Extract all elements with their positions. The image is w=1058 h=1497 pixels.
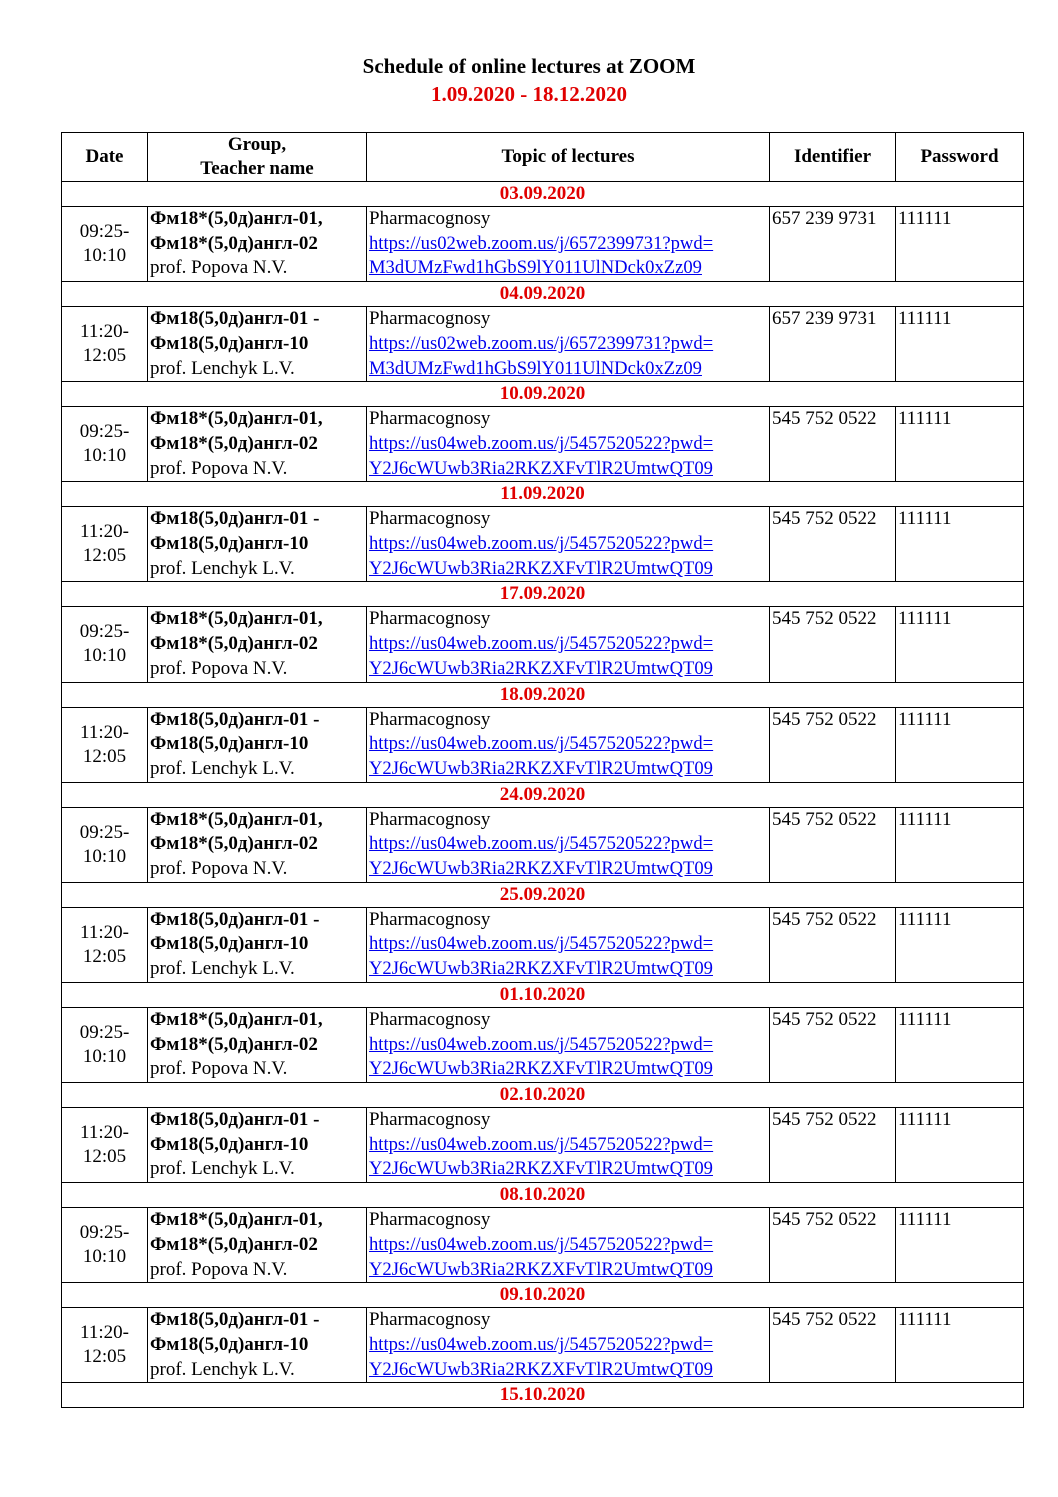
time-start: 09:25- — [79, 1222, 130, 1244]
group-cell — [148, 1308, 367, 1383]
date-row — [62, 682, 1024, 707]
date-heading: 17.09.2020 — [62, 582, 1024, 607]
time-end: 10:10 — [82, 245, 127, 267]
subject-name: Pharmacognosy — [369, 808, 491, 830]
meeting-identifier: 657 239 9731 — [770, 207, 896, 282]
subject-name: Pharmacognosy — [369, 1108, 491, 1130]
meeting-password: 111111 — [896, 1208, 1024, 1283]
table-body — [62, 182, 1024, 1408]
group-cell — [148, 1107, 367, 1182]
time-start: 09:25- — [79, 621, 130, 643]
date-row — [62, 1283, 1024, 1308]
time-start: 09:25- — [79, 421, 130, 443]
lecture-time — [62, 307, 148, 382]
table-row — [62, 307, 1024, 382]
group-line-2: Фм18(5,0д)англ-10 — [150, 1333, 309, 1355]
teacher-name: prof. Popova N.V. — [150, 1058, 288, 1080]
header-password: Password — [896, 133, 1024, 182]
table-row — [62, 607, 1024, 682]
time-end: 10:10 — [82, 1045, 127, 1067]
time-end: 10:10 — [82, 445, 127, 467]
teacher-name: prof. Lenchyk L.V. — [150, 357, 295, 379]
group-line-2: Фм18*(5,0д)англ-02 — [150, 232, 318, 254]
teacher-name: prof. Popova N.V. — [150, 657, 288, 679]
time-start: 11:20- — [80, 1322, 129, 1344]
zoom-link-part1[interactable]: https://us04web.zoom.us/j/5457520522?pwd= — [369, 933, 714, 955]
time-start: 09:25- — [79, 821, 130, 843]
group-cell — [148, 607, 367, 682]
time-end: 12:05 — [82, 345, 127, 367]
lecture-time — [62, 1308, 148, 1383]
table-row — [62, 207, 1024, 282]
teacher-name: prof. Popova N.V. — [150, 858, 288, 880]
topic-cell — [367, 307, 770, 382]
table-row — [62, 1208, 1024, 1283]
date-row — [62, 1383, 1024, 1408]
date-row — [62, 182, 1024, 207]
meeting-password: 111111 — [896, 407, 1024, 482]
subject-name: Pharmacognosy — [369, 708, 491, 730]
document-period: 1.09.2020 - 18.12.2020 — [431, 82, 627, 106]
lecture-time — [62, 507, 148, 582]
table-header-row — [62, 133, 1024, 182]
topic-cell — [367, 707, 770, 782]
meeting-identifier: 545 752 0522 — [770, 1208, 896, 1283]
header-date: Date — [62, 133, 148, 182]
lecture-time — [62, 907, 148, 982]
group-cell — [148, 1007, 367, 1082]
group-line-1: Фм18*(5,0д)англ-01, — [150, 408, 323, 430]
time-start: 11:20- — [80, 921, 129, 943]
group-line-2: Фм18(5,0д)англ-10 — [150, 533, 309, 555]
subject-name: Pharmacognosy — [369, 208, 491, 229]
time-start: 09:25- — [79, 221, 130, 243]
subject-name: Pharmacognosy — [369, 1209, 491, 1231]
date-row — [62, 382, 1024, 407]
group-line-1: Фм18(5,0д)англ-01 - — [150, 708, 320, 730]
zoom-link-part1[interactable]: https://us04web.zoom.us/j/5457520522?pwd= — [369, 1133, 714, 1155]
lecture-time — [62, 407, 148, 482]
date-heading: 01.10.2020 — [62, 982, 1024, 1007]
group-line-2: Фм18*(5,0д)англ-02 — [150, 432, 318, 454]
date-heading: 11.09.2020 — [62, 482, 1024, 507]
zoom-link-part2[interactable]: Y2J6cWUwb3Ria2RKZXFvTlR2UmtwQT09 — [369, 1358, 713, 1380]
meeting-password: 111111 — [896, 1007, 1024, 1082]
topic-cell — [367, 1107, 770, 1182]
header-identifier: Identifier — [770, 133, 896, 182]
date-heading: 02.10.2020 — [62, 1082, 1024, 1107]
lecture-time — [62, 207, 148, 282]
zoom-link-part2[interactable]: Y2J6cWUwb3Ria2RKZXFvTlR2UmtwQT09 — [369, 958, 713, 980]
topic-cell — [367, 607, 770, 682]
group-line-1: Фм18(5,0д)англ-01 - — [150, 308, 320, 330]
table-row — [62, 907, 1024, 982]
time-start: 11:20- — [80, 1122, 129, 1144]
date-row — [62, 982, 1024, 1007]
group-line-1: Фм18(5,0д)англ-01 - — [150, 908, 320, 930]
date-heading: 18.09.2020 — [62, 682, 1024, 707]
group-cell — [148, 507, 367, 582]
topic-cell — [367, 1007, 770, 1082]
group-cell — [148, 807, 367, 882]
date-row — [62, 482, 1024, 507]
meeting-identifier: 545 752 0522 — [770, 607, 896, 682]
subject-name: Pharmacognosy — [369, 908, 491, 930]
zoom-link-part1[interactable]: https://us02web.zoom.us/j/6572399731?pwd= — [369, 232, 714, 254]
subject-name: Pharmacognosy — [369, 1008, 491, 1030]
time-end: 10:10 — [82, 845, 127, 867]
zoom-link-part2[interactable]: M3dUMzFwd1hGbS9lY011UlNDck0xZz09 — [369, 257, 702, 279]
zoom-link-part1[interactable]: https://us02web.zoom.us/j/6572399731?pwd= — [369, 332, 714, 354]
meeting-password: 111111 — [896, 307, 1024, 382]
teacher-name: prof. Popova N.V. — [150, 457, 288, 479]
date-heading: 10.09.2020 — [62, 382, 1024, 407]
zoom-link-part1[interactable]: https://us04web.zoom.us/j/5457520522?pwd= — [369, 432, 714, 454]
group-line-2: Фм18*(5,0д)англ-02 — [150, 833, 318, 855]
meeting-identifier: 545 752 0522 — [770, 707, 896, 782]
meeting-identifier: 545 752 0522 — [770, 1308, 896, 1383]
zoom-link-part1[interactable]: https://us04web.zoom.us/j/5457520522?pwd= — [369, 1333, 714, 1355]
group-cell — [148, 207, 367, 282]
teacher-name: prof. Lenchyk L.V. — [150, 1358, 295, 1380]
meeting-password: 111111 — [896, 907, 1024, 982]
meeting-identifier: 545 752 0522 — [770, 407, 896, 482]
meeting-password: 111111 — [896, 1107, 1024, 1182]
group-line-2: Фм18(5,0д)англ-10 — [150, 332, 309, 354]
date-row — [62, 1082, 1024, 1107]
time-end: 10:10 — [82, 1246, 127, 1268]
lecture-time — [62, 707, 148, 782]
time-start: 11:20- — [80, 521, 129, 543]
teacher-name: prof. Lenchyk L.V. — [150, 958, 295, 980]
topic-cell — [367, 507, 770, 582]
meeting-password: 111111 — [896, 707, 1024, 782]
table-row — [62, 1007, 1024, 1082]
subject-name: Pharmacognosy — [369, 508, 491, 530]
date-heading: 03.09.2020 — [62, 182, 1024, 207]
meeting-identifier: 545 752 0522 — [770, 1107, 896, 1182]
time-start: 11:20- — [80, 321, 129, 343]
zoom-link-part1[interactable]: https://us04web.zoom.us/j/5457520522?pwd= — [369, 1233, 714, 1255]
subject-name: Pharmacognosy — [369, 608, 491, 630]
table-row — [62, 1107, 1024, 1182]
zoom-link-part2[interactable]: M3dUMzFwd1hGbS9lY011UlNDck0xZz09 — [369, 357, 702, 379]
header-group — [148, 133, 367, 182]
topic-cell — [367, 207, 770, 282]
subject-name: Pharmacognosy — [369, 1309, 491, 1331]
meeting-identifier: 545 752 0522 — [770, 907, 896, 982]
time-end: 12:05 — [82, 745, 127, 767]
date-row — [62, 882, 1024, 907]
topic-cell — [367, 1208, 770, 1283]
date-row — [62, 782, 1024, 807]
table-row — [62, 507, 1024, 582]
date-heading: 04.09.2020 — [62, 282, 1024, 307]
meeting-password: 111111 — [896, 807, 1024, 882]
zoom-link-part2[interactable]: Y2J6cWUwb3Ria2RKZXFvTlR2UmtwQT09 — [369, 858, 713, 880]
group-cell — [148, 307, 367, 382]
topic-cell — [367, 907, 770, 982]
group-line-1: Фм18*(5,0д)англ-01, — [150, 808, 323, 830]
date-heading: 24.09.2020 — [62, 782, 1024, 807]
topic-cell — [367, 807, 770, 882]
zoom-link-part1[interactable]: https://us04web.zoom.us/j/5457520522?pwd= — [369, 833, 714, 855]
group-line-1: Фм18*(5,0д)англ-01, — [150, 1209, 323, 1231]
meeting-identifier: 545 752 0522 — [770, 807, 896, 882]
header-group-line1: Group, — [227, 134, 287, 155]
time-end: 12:05 — [82, 945, 127, 967]
group-line-2: Фм18*(5,0д)англ-02 — [150, 1233, 318, 1255]
time-end: 12:05 — [82, 545, 127, 567]
group-line-1: Фм18(5,0д)англ-01 - — [150, 1309, 320, 1331]
meeting-identifier: 545 752 0522 — [770, 1007, 896, 1082]
meeting-password: 111111 — [896, 607, 1024, 682]
zoom-link-part1[interactable]: https://us04web.zoom.us/j/5457520522?pwd= — [369, 1033, 714, 1055]
schedule-table — [61, 132, 1024, 1408]
topic-cell — [367, 1308, 770, 1383]
date-row — [62, 582, 1024, 607]
group-line-2: Фм18(5,0д)англ-10 — [150, 733, 309, 755]
date-heading: 25.09.2020 — [62, 882, 1024, 907]
table-row — [62, 407, 1024, 482]
group-line-2: Фм18(5,0д)англ-10 — [150, 1133, 309, 1155]
topic-cell — [367, 407, 770, 482]
header-topic: Topic of lectures — [367, 133, 770, 182]
teacher-name: prof. Popova N.V. — [150, 1258, 288, 1280]
zoom-link-part2[interactable]: Y2J6cWUwb3Ria2RKZXFvTlR2UmtwQT09 — [369, 1258, 713, 1280]
date-heading: 09.10.2020 — [62, 1283, 1024, 1308]
table-row — [62, 707, 1024, 782]
date-heading: 15.10.2020 — [62, 1383, 1024, 1408]
time-start: 09:25- — [79, 1021, 130, 1043]
document-title: Schedule of online lectures at ZOOM — [362, 54, 696, 78]
meeting-password: 111111 — [896, 507, 1024, 582]
teacher-name: prof. Lenchyk L.V. — [150, 1158, 295, 1180]
table-row — [62, 807, 1024, 882]
group-cell — [148, 1208, 367, 1283]
time-end: 10:10 — [82, 645, 127, 667]
zoom-link-part1[interactable]: https://us04web.zoom.us/j/5457520522?pwd= — [369, 533, 714, 555]
teacher-name: prof. Lenchyk L.V. — [150, 757, 295, 779]
zoom-link-part2[interactable]: Y2J6cWUwb3Ria2RKZXFvTlR2UmtwQT09 — [369, 1058, 713, 1080]
zoom-link-part2[interactable]: Y2J6cWUwb3Ria2RKZXFvTlR2UmtwQT09 — [369, 657, 713, 679]
group-line-1: Фм18*(5,0д)англ-01, — [150, 208, 323, 229]
meeting-password: 111111 — [896, 1308, 1024, 1383]
time-end: 12:05 — [82, 1146, 127, 1168]
group-line-2: Фм18(5,0д)англ-10 — [150, 933, 309, 955]
lecture-time — [62, 1208, 148, 1283]
zoom-link-part1[interactable]: https://us04web.zoom.us/j/5457520522?pwd= — [369, 733, 714, 755]
teacher-name: prof. Lenchyk L.V. — [150, 557, 295, 579]
meeting-password: 111111 — [896, 207, 1024, 282]
zoom-link-part2[interactable]: Y2J6cWUwb3Ria2RKZXFvTlR2UmtwQT09 — [369, 1158, 713, 1180]
meeting-identifier: 545 752 0522 — [770, 507, 896, 582]
subject-name: Pharmacognosy — [369, 308, 491, 330]
subject-name: Pharmacognosy — [369, 408, 491, 430]
zoom-link-part2[interactable]: Y2J6cWUwb3Ria2RKZXFvTlR2UmtwQT09 — [369, 557, 713, 579]
zoom-link-part2[interactable]: Y2J6cWUwb3Ria2RKZXFvTlR2UmtwQT09 — [369, 757, 713, 779]
lecture-time — [62, 807, 148, 882]
group-line-2: Фм18*(5,0д)англ-02 — [150, 1033, 318, 1055]
group-cell — [148, 707, 367, 782]
zoom-link-part1[interactable]: https://us04web.zoom.us/j/5457520522?pwd= — [369, 633, 714, 655]
group-line-1: Фм18(5,0д)англ-01 - — [150, 1108, 320, 1130]
date-heading: 08.10.2020 — [62, 1183, 1024, 1208]
time-start: 11:20- — [80, 721, 129, 743]
lecture-time — [62, 1107, 148, 1182]
zoom-link-part2[interactable]: Y2J6cWUwb3Ria2RKZXFvTlR2UmtwQT09 — [369, 457, 713, 479]
lecture-time — [62, 607, 148, 682]
group-cell — [148, 407, 367, 482]
header-group-line2: Teacher name — [200, 158, 314, 179]
teacher-name: prof. Popova N.V. — [150, 257, 288, 279]
lecture-time — [62, 1007, 148, 1082]
group-cell — [148, 907, 367, 982]
group-line-1: Фм18*(5,0д)англ-01, — [150, 608, 323, 630]
group-line-1: Фм18(5,0д)англ-01 - — [150, 508, 320, 530]
meeting-identifier: 657 239 9731 — [770, 307, 896, 382]
date-row — [62, 282, 1024, 307]
date-row — [62, 1183, 1024, 1208]
time-end: 12:05 — [82, 1346, 127, 1368]
group-line-1: Фм18*(5,0д)англ-01, — [150, 1008, 323, 1030]
table-row — [62, 1308, 1024, 1383]
group-line-2: Фм18*(5,0д)англ-02 — [150, 633, 318, 655]
